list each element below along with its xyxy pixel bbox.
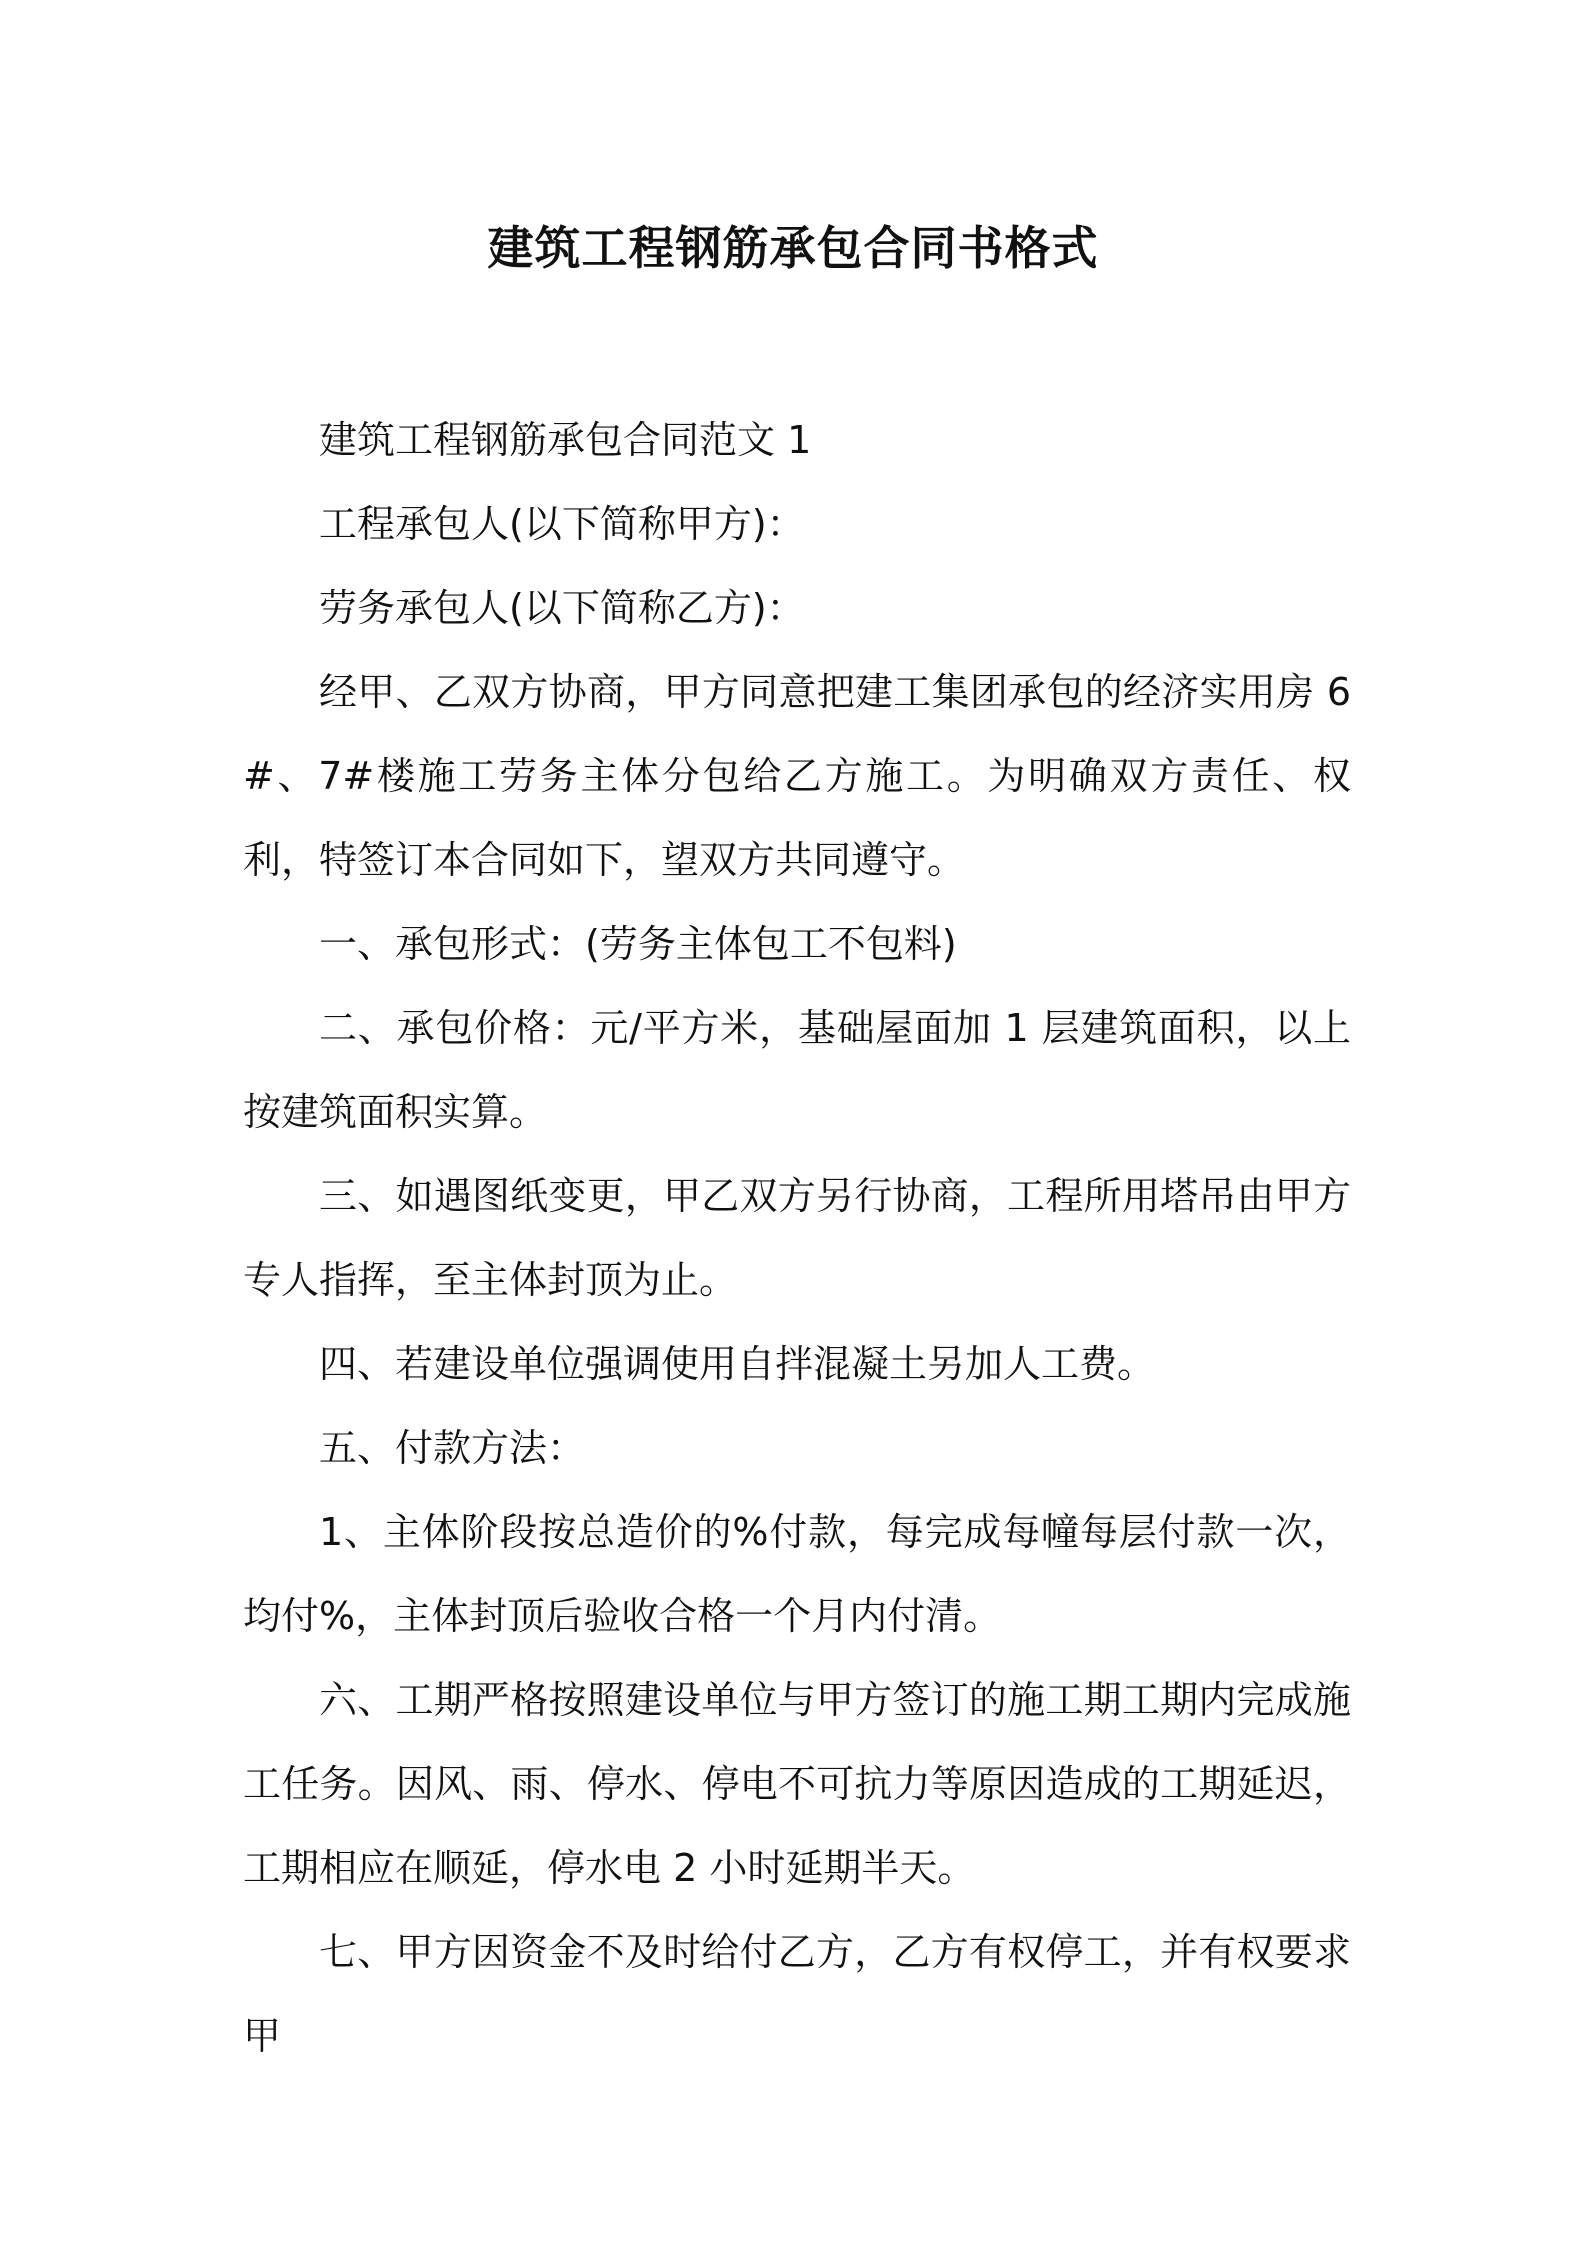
paragraph-clause-1: 一、承包形式：(劳务主体包工不包料) bbox=[319, 922, 957, 966]
document-body bbox=[243, 398, 1351, 2078]
paragraph-party-a: 工程承包人(以下简称甲方)： bbox=[319, 502, 805, 546]
paragraph-clause-5: 五、付款方法： bbox=[319, 1426, 586, 1470]
paragraph-party-b: 劳务承包人(以下简称乙方)： bbox=[319, 586, 805, 630]
paragraph-clause-2: 二、承包价格：元/平方米，基础屋面加 1 层建筑面积，以上按建筑面积实算。 bbox=[243, 1006, 1351, 1134]
document-title: 建筑工程钢筋承包合同书格式 bbox=[487, 221, 1099, 275]
paragraph-clause-4: 四、若建设单位强调使用自拌混凝土另加人工费。 bbox=[319, 1342, 1156, 1386]
paragraph-clause-5-item-1: 1、主体阶段按总造价的%付款，每完成每幢每层付款一次，均付%，主体封顶后验收合格一个月内付清。 bbox=[243, 1510, 1351, 1638]
paragraph-preamble: 经甲、乙双方协商，甲方同意把建工集团承包的经济实用房 6#、7#楼施工劳务主体分包给乙方施工。为明确双方责任、权利，特签订本合同如下，望双方共同遵守。 bbox=[243, 670, 1351, 882]
paragraph-clause-3: 三、如遇图纸变更，甲乙双方另行协商，工程所用塔吊由甲方专人指挥，至主体封顶为止。 bbox=[243, 1174, 1351, 1302]
paragraph-clause-6: 六、工期严格按照建设单位与甲方签订的施工期工期内完成施工任务。因风、雨、停水、停电不可抗力等原因造成的工期延迟，工期相应在顺延，停水电 2 小时延期半天。 bbox=[243, 1678, 1351, 1890]
paragraph-clause-7: 七、甲方因资金不及时给付乙方，乙方有权停工，并有权要求甲 bbox=[243, 1930, 1351, 2058]
paragraph-heading-sample: 建筑工程钢筋承包合同范文 1 bbox=[319, 418, 812, 462]
